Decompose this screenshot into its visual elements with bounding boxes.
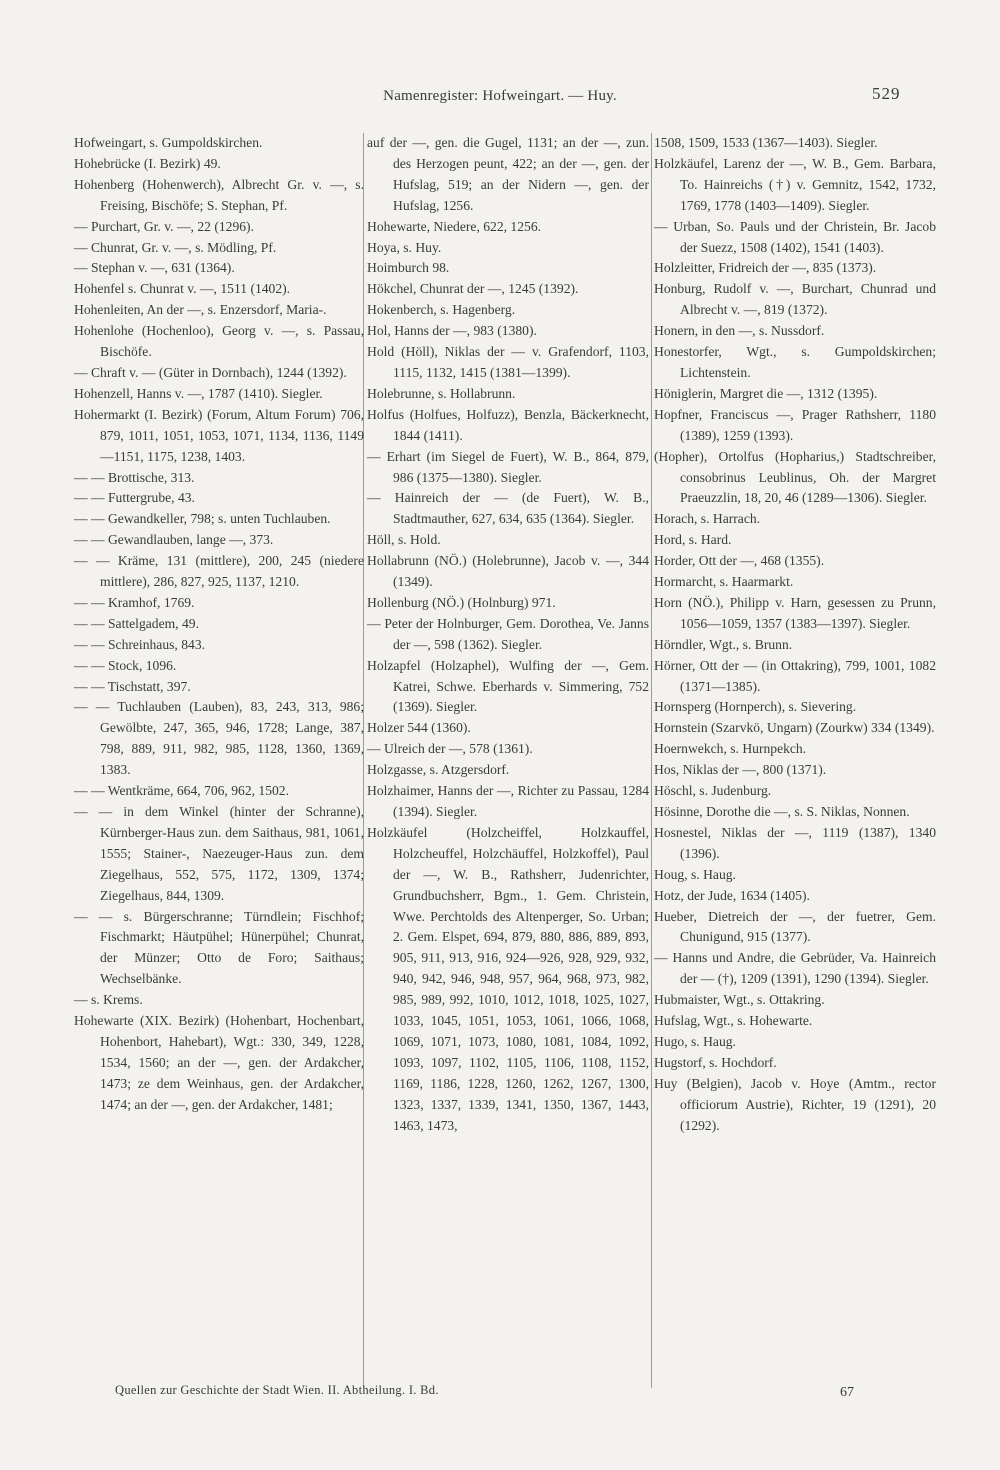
index-entry: Holzhaimer, Hanns der —, Richter zu Passau, 1284 (1394). Siegler. — [367, 783, 649, 819]
index-entry: Hollabrunn (NÖ.) (Holebrunne), Jacob v. —, 344 (1349). — [367, 553, 649, 590]
index-entry: Hohenzell, Hanns v. —, 1787 (1410). Siegler. — [74, 385, 323, 401]
index-entry: Holebrunne, s. Hollabrunn. — [367, 385, 516, 401]
index-entry: Hohebrücke (I. Bezirk) 49. — [74, 155, 221, 171]
index-column-right — [654, 133, 936, 1137]
running-header: Namenregister: Hofweingart. — Huy. — [383, 88, 617, 104]
index-entry: — Peter der Holnburger, Gem. Dorothea, Ve. Janns der —, 598 (1362). Siegler. — [367, 615, 649, 652]
index-entry: Hörner, Ott der — (in Ottakring), 799, 1001, 1082 (1371—1385). — [654, 657, 936, 694]
index-entry: Hohenberg (Hohenwerch), Albrecht Gr. v. —, s. Freising, Bischöfe; S. Stephan, Pf. — [74, 176, 364, 213]
index-entry: Horn (NÖ.), Philipp v. Harn, gesessen zu Prunn, 1056—1059, 1357 (1383—1397). Siegler. — [654, 594, 936, 631]
index-entry: Hohewarte, Niedere, 622, 1256. — [367, 218, 542, 234]
index-entry: Hopfner, Franciscus —, Prager Rathsherr, 1180 (1389), 1259 (1393). — [654, 406, 936, 443]
signature-mark: 67 — [840, 1385, 854, 1400]
index-entry: Hold (Höll), Niklas der — v. Grafendorf, 1103, 1115, 1132, 1415 (1381—1399). — [367, 344, 649, 380]
index-entry: Hormarcht, s. Haarmarkt. — [654, 574, 794, 590]
index-entry: Holzkäufel (Holzcheiffel, Holzkauffel, Holzcheuffel, Holzchäuffel, Holzkoffel), Paul der —, W. B., Rathsherr, Judenrichter, Grundbuchsherr, Bgm., 1. Gem. Christein, Wwe. Perchtolds des Altenperger, So. Urban; 2. Gem. Elspet, 694, 879, 880, 886, 889, 893, 905, 911, 913, 916, 924—926, 928, 929, 932, 940, 942, 946, 948, 957, 964, 968, 973, 982, 985, 989, 992, 1010, 1012, 1018, 1025, 1027, 1033, 1045, 1051, 1053, 1061, 1066, 1068, 1069, 1071, 1073, 1080, 1081, 1084, 1092, 1093, 1097, 1102, 1105, 1106, 1108, 1152, 1169, 1186, 1228, 1260, 1262, 1267, 1300, 1323, 1337, 1339, 1341, 1350, 1367, 1443, 1463, 1473, — [367, 824, 649, 1133]
index-entry: — — Stock, 1096. — [74, 657, 177, 673]
index-entry: — — Schreinhaus, 843. — [74, 636, 206, 652]
index-entry: Hueber, Dietreich der —, der fuetrer, Gem. Chunigund, 915 (1377). — [654, 908, 936, 945]
source-footer: Quellen zur Geschichte der Stadt Wien. II. Abtheilung. I. Bd. — [115, 1383, 439, 1397]
index-entry: auf der —, gen. die Gugel, 1131; an der —, zun. des Herzogen peunt, 422; an der —, gen. der Hufslag, 519; an der Nidern —, gen. der Hufslag, 1256. — [367, 135, 649, 213]
index-entry: — s. Krems. — [74, 992, 143, 1008]
index-entry: — Urban, So. Pauls und der Christein, Br. Jacob der Suezz, 1508 (1402), 1541 (1403). — [654, 218, 936, 255]
index-entry: — — Tuchlauben (Lauben), 83, 243, 313, 986; Gewölbte, 247, 365, 946, 1728; Lange, 387, 798, 889, 911, 982, 985, 1128, 1360, 1369, 1383. — [74, 699, 364, 778]
page-number: 529 — [872, 84, 901, 103]
index-entry: Hökchel, Chunrat der —, 1245 (1392). — [367, 281, 579, 297]
index-entry: — Chunrat, Gr. v. —, s. Mödling, Pf. — [74, 239, 277, 255]
index-entry: Honburg, Rudolf v. —, Burchart, Chunrad und Albrecht v. —, 819 (1372). — [654, 281, 936, 318]
index-entry: — Stephan v. —, 631 (1364). — [74, 260, 235, 276]
index-entry: — — Gewandlauben, lange —, 373. — [74, 532, 274, 548]
index-entry: — — s. Bürgerschranne; Türndlein; Fischhof; Fischmarkt; Häutpühel; Hünerpühel; Chunrat, der Münzer; Otto de Foro; Saithaus; Wechselbänke. — [74, 908, 364, 987]
index-entry: Honestorfer, Wgt., s. Gumpoldskirchen; Lichtenstein. — [654, 344, 936, 380]
index-entry: Hubmaister, Wgt., s. Ottakring. — [654, 992, 825, 1008]
index-column-middle — [367, 133, 649, 1137]
index-entry: Hösinne, Dorothe die —, s. S. Niklas, Nonnen. — [654, 804, 910, 819]
index-entry: Hugo, s. Haug. — [654, 1033, 736, 1049]
index-entry: Hotz, der Jude, 1634 (1405). — [654, 887, 810, 903]
index-entry: Höll, s. Hold. — [367, 532, 441, 548]
index-entry: Holzkäufel, Larenz der —, W. B., Gem. Barbara, To. Hainreichs (†) v. Gemnitz, 1542, 1732, 1769, 1778 (1403—1409). Siegler. — [654, 155, 936, 213]
index-entry: Hord, s. Hard. — [654, 532, 732, 548]
index-entry: Hohenlohe (Hochenloo), Georg v. —, s. Passau, Bischöfe. — [74, 323, 364, 360]
index-entry: — — in dem Winkel (hinter der Schranne), Kürnberger-Haus zun. dem Saithaus, 981, 1061, 1555; Stainer-, Naezeuger-Haus zun. dem Ziegelhaus, 552, 575, 1172, 1309, 1374; Ziegelhaus, 844, 1309. — [74, 804, 364, 903]
index-entry: Hörndler, Wgt., s. Brunn. — [654, 636, 793, 652]
index-entry: Holzgasse, s. Atzgersdorf. — [367, 762, 510, 778]
index-entry: Houg, s. Haug. — [654, 866, 736, 882]
index-entry: Hohewarte (XIX. Bezirk) (Hohenbart, Hochenbart, Hohenbort, Hahebart), Wgt.: 330, 349, 1228, 1534, 1560; an der —, gen. der Ardakcher, 1473; ze dem Weinhaus, gen. der Ardakcher, 1474; an der —, gen. der Ardakcher, 1481; — [74, 1013, 364, 1112]
index-entry: Honern, in den —, s. Nussdorf. — [654, 323, 825, 339]
index-entry: 1508, 1509, 1533 (1367—1403). Siegler. — [654, 135, 878, 150]
index-entry: Holfus (Holfues, Holfuzz), Benzla, Bäckerknecht, 1844 (1411). — [367, 406, 649, 443]
index-entry: — — Brottische, 313. — [74, 469, 195, 485]
index-entry: — — Tischstatt, 397. — [74, 678, 191, 694]
index-entry: Höniglerin, Margret die —, 1312 (1395). — [654, 385, 878, 401]
index-entry: Hohenleiten, An der —, s. Enzersdorf, Maria-. — [74, 302, 327, 318]
index-entry: — Chraft v. — (Güter in Dornbach), 1244 (1392). — [74, 364, 347, 380]
index-entry: Hoimburch 98. — [367, 260, 450, 276]
index-column-left — [74, 133, 364, 1116]
index-entry: Horder, Ott der —, 468 (1355). — [654, 553, 825, 569]
index-entry: Hornsperg (Hornperch), s. Sievering. — [654, 699, 857, 715]
index-entry: — — Futtergrube, 43. — [74, 490, 195, 506]
index-entry: Hollenburg (NÖ.) (Holnburg) 971. — [367, 594, 556, 610]
index-entry: — Hainreich der — (de Fuert), W. B., Stadtmauther, 627, 634, 635 (1364). Siegler. — [367, 490, 649, 527]
index-entry: Hoernwekch, s. Hurnpekch. — [654, 741, 807, 757]
index-entry: Hoya, s. Huy. — [367, 239, 442, 255]
index-entry: Hohermarkt (I. Bezirk) (Forum, Altum Forum) 706, 879, 1011, 1051, 1053, 1071, 1134, 1136, 1149—1151, 1175, 1238, 1403. — [74, 406, 364, 464]
index-entry: Huy (Belgien), Jacob v. Hoye (Amtm., rector officiorum Austrie), Richter, 19 (1291), 20 (1292). — [654, 1075, 936, 1133]
index-entry: — — Gewandkeller, 798; s. unten Tuchlauben. — [74, 511, 331, 527]
index-entry: — Erhart (im Siegel de Fuert), W. B., 864, 879, 986 (1375—1380). Siegler. — [367, 448, 649, 485]
index-entry: Hugstorf, s. Hochdorf. — [654, 1054, 777, 1070]
index-entry: — — Kräme, 131 (mittlere), 200, 245 (niedere mittlere), 286, 827, 925, 1137, 1210. — [74, 553, 364, 590]
index-entry: Horach, s. Harrach. — [654, 511, 761, 527]
index-entry: Höschl, s. Judenburg. — [654, 783, 772, 799]
index-entry: Holzapfel (Holzaphel), Wulfing der —, Gem. Katrei, Schwe. Eberhards v. Simmering, 752 (1369). Siegler. — [367, 657, 649, 715]
index-entry: Hosnestel, Niklas der —, 1119 (1387), 1340 (1396). — [654, 824, 936, 861]
index-entry: — — Kramhof, 1769. — [74, 594, 195, 610]
index-entry: Hos, Niklas der —, 800 (1371). — [654, 762, 827, 778]
index-entry: Hokenberch, s. Hagenberg. — [367, 302, 516, 318]
index-entry: Hofweingart, s. Gumpoldskirchen. — [74, 135, 263, 150]
index-entry: Hufslag, Wgt., s. Hohewarte. — [654, 1013, 813, 1029]
index-entry: Hohenfel s. Chunrat v. —, 1511 (1402). — [74, 281, 291, 297]
index-entry: Hol, Hanns der —, 983 (1380). — [367, 323, 537, 339]
index-entry: Holzer 544 (1360). — [367, 720, 471, 736]
index-entry: — Ulreich der —, 578 (1361). — [367, 741, 533, 757]
index-entry: — Purchart, Gr. v. —, 22 (1296). — [74, 218, 254, 234]
column-divider — [651, 133, 652, 1388]
index-entry: (Hopher), Ortolfus (Hopharius,) Stadtschreiber, consobrinus Leublinus, Oh. der Margret Praeuzzlin, 18, 20, 46 (1289—1306). Siegler. — [654, 448, 936, 506]
index-entry: Holzleitter, Fridreich der —, 835 (1373). — [654, 260, 877, 276]
index-entry: — — Sattelgadem, 49. — [74, 615, 199, 631]
index-entry: Hornstein (Szarvkö, Ungarn) (Zourkw) 334 (1349). — [654, 720, 935, 736]
index-entry: — — Wentkräme, 664, 706, 962, 1502. — [74, 783, 289, 799]
index-entry: — Hanns und Andre, die Gebrüder, Va. Hainreich der — (†), 1209 (1391), 1290 (1394). Siegler. — [654, 950, 936, 987]
